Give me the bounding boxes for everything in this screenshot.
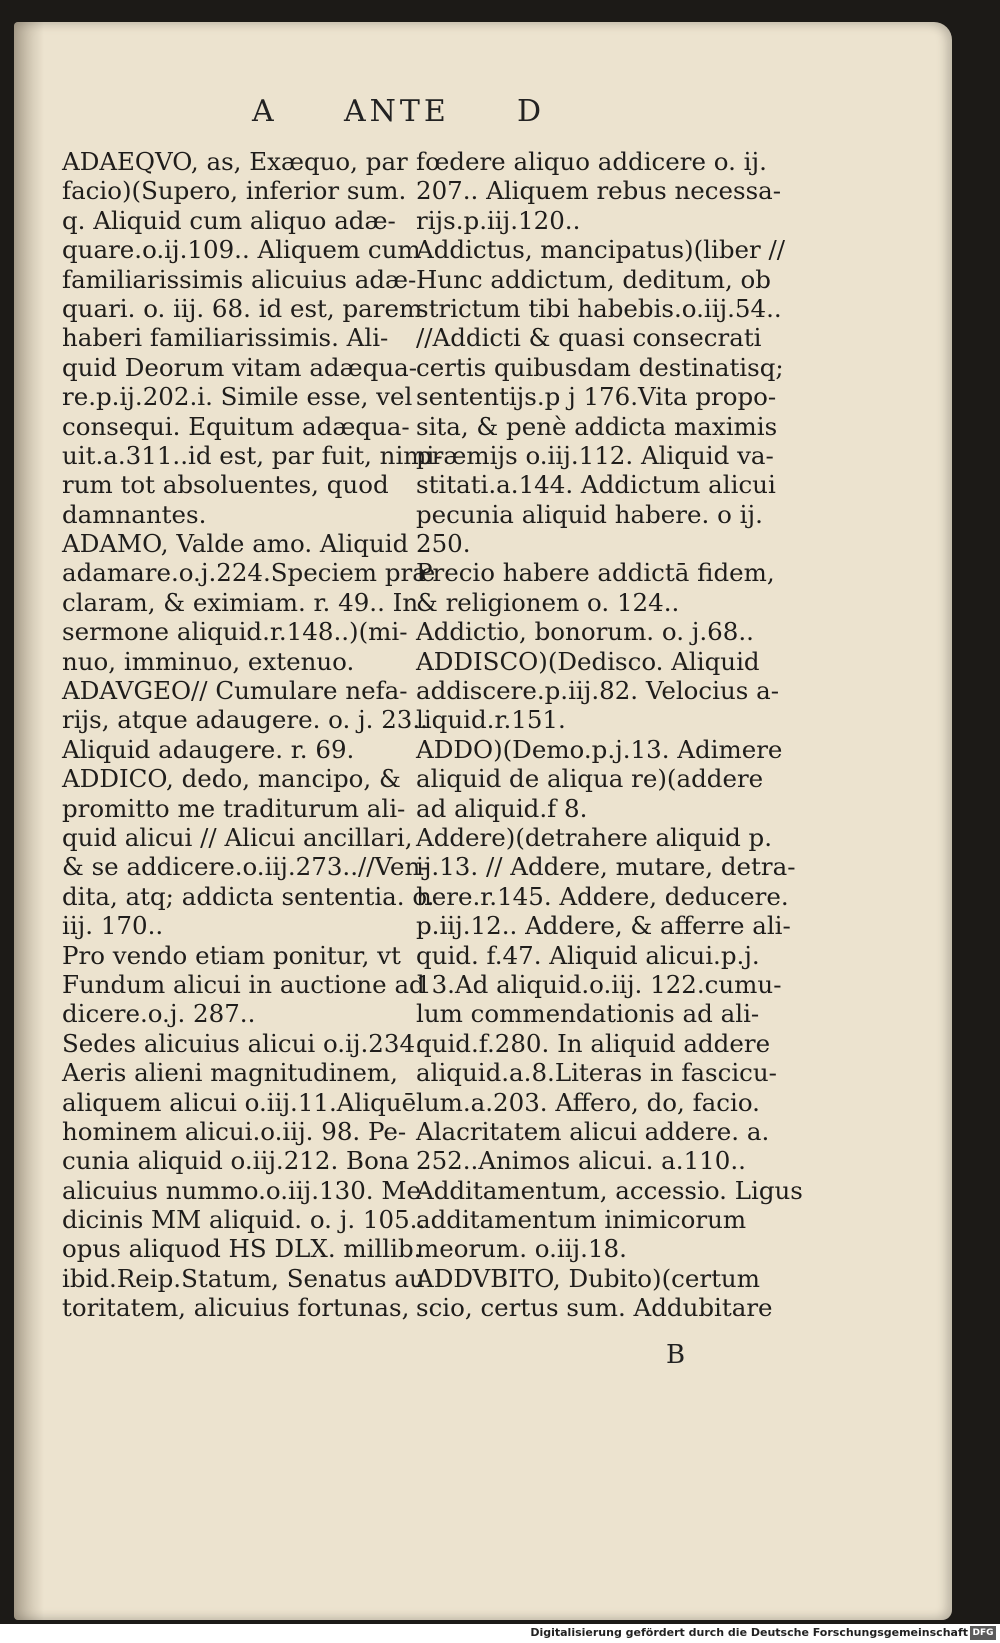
- text-line: toritatem, alicuius fortunas,: [62, 1293, 410, 1323]
- text-line: aliquid de aliqua re)(addere: [416, 764, 764, 794]
- text-line: Aliquid adaugere. r. 69.: [62, 734, 355, 764]
- text-line: 207.. Aliquem rebus necessa-: [416, 176, 782, 206]
- text-line: here.r.145. Addere, deducere.: [416, 881, 789, 911]
- right-text-column: [416, 147, 803, 1323]
- text-line: Additamentum, accessio. Ligus: [416, 1175, 803, 1205]
- text-line: quid.f.280. In aliquid addere: [416, 1028, 771, 1058]
- text-line: rijs, atque adaugere. o. j. 23..: [62, 705, 428, 735]
- text-line: lum commendationis ad ali-: [416, 999, 760, 1029]
- text-line: p.iij.12.. Addere, & afferre ali-: [416, 911, 791, 941]
- text-line: dicinis MM aliquid. o. j. 105..: [62, 1205, 426, 1235]
- text-line: iij. 170..: [62, 911, 164, 941]
- text-line: ad aliquid.f 8.: [416, 793, 588, 823]
- signature-mark: B: [666, 1340, 686, 1370]
- text-line: liquid.r.151.: [416, 705, 566, 735]
- text-line: Precio habere addictā fidem,: [416, 558, 775, 588]
- book-page: [14, 22, 952, 1620]
- text-line: & se addicere.o.iij.273..//Ven-: [62, 852, 429, 882]
- text-line: Sedes alicuius alicui o.ij.234.: [62, 1028, 423, 1058]
- left-text-column: [62, 147, 443, 1323]
- text-line: 250.: [416, 529, 471, 559]
- text-line: ADAEQVO, as, Exæquo, par: [62, 147, 408, 176]
- text-line: nuo, imminuo, extenuo.: [62, 646, 355, 676]
- text-line: opus aliquod HS DLX. millib.: [62, 1234, 422, 1264]
- text-line: Addere)(detrahere aliquid p.: [416, 822, 773, 852]
- text-line: alicuius nummo.o.iij.130. Me: [62, 1175, 421, 1205]
- text-line: q. Aliquid cum aliquo adæ-: [62, 205, 396, 235]
- text-line: 13.Ad aliquid.o.iij. 122.cumu-: [416, 969, 782, 999]
- text-line: Fundum alicui in auctione ad: [62, 969, 425, 999]
- text-line: dita, atq; addicta sententia. o.: [62, 881, 435, 911]
- text-line: strictum tibi habebis.o.iij.54..: [416, 293, 782, 323]
- text-line: meorum. o.iij.18.: [416, 1234, 627, 1264]
- text-line: ibid.Reip.Statum, Senatus au: [62, 1263, 425, 1293]
- text-line: scio, certus sum. Addubitare: [416, 1293, 773, 1323]
- text-line: sermone aliquid.r.148..)(mi-: [62, 617, 408, 647]
- text-line: ADDO)(Demo.p.j.13. Adimere: [416, 734, 783, 764]
- text-line: aliquem alicui o.iij.11.Aliquē: [62, 1087, 417, 1117]
- text-line: fœdere aliquo addicere o. ij.: [416, 147, 767, 176]
- text-line: certis quibusdam destinatisq;: [416, 352, 784, 382]
- text-line: Aeris alieni magnitudinem,: [62, 1058, 398, 1088]
- text-line: hominem alicui.o.iij. 98. Pe-: [62, 1116, 407, 1146]
- text-line: quid. f.47. Aliquid alicui.p.j.: [416, 940, 760, 970]
- text-line: dicere.o.j. 287..: [62, 999, 256, 1029]
- text-line: præmijs o.iij.112. Aliquid va-: [416, 440, 774, 470]
- text-line: //Addicti & quasi consecrati: [416, 323, 762, 353]
- text-line: addiscere.p.iij.82. Velocius a-: [416, 676, 779, 706]
- text-line: Addictus, mancipatus)(liber //: [416, 235, 786, 265]
- text-line: ADAMO, Valde amo. Aliquid: [62, 529, 409, 559]
- text-line: sententijs.p j 176.Vita propo-: [416, 382, 777, 412]
- text-line: Alacritatem alicui addere. a.: [416, 1116, 770, 1146]
- footer-credit: Digitalisierung gefördert durch die Deutsche Forschungsgemeinschaft: [530, 1626, 968, 1639]
- text-line: damnantes.: [62, 499, 207, 529]
- text-line: ADDVBITO, Dubito)(certum: [416, 1263, 760, 1293]
- text-line: lum.a.203. Affero, do, facio.: [416, 1087, 760, 1117]
- text-line: quari. o. iij. 68. id est, parem: [62, 293, 423, 323]
- running-head: [14, 94, 952, 134]
- dfg-logo: DFG: [970, 1626, 996, 1640]
- text-line: aliquid.a.8.Literas in fascicu-: [416, 1058, 777, 1088]
- text-line: haberi familiarissimis. Ali-: [62, 323, 389, 353]
- text-line: quid alicui // Alicui ancillari,: [62, 822, 413, 852]
- text-line: cunia aliquid o.iij.212. Bona: [62, 1146, 410, 1176]
- text-line: rijs.p.iij.120..: [416, 205, 581, 235]
- text-line: familiarissimis alicuius adæ-: [62, 264, 417, 294]
- page-gutter-shadow: [14, 22, 44, 1620]
- text-line: facio)(Supero, inferior sum.: [62, 176, 407, 206]
- running-head-left: A: [252, 94, 278, 129]
- text-line: ADDISCO)(Dedisco. Aliquid: [416, 646, 760, 676]
- running-head-right: D: [517, 94, 546, 129]
- running-head-center: ANTE: [344, 94, 450, 129]
- text-line: stitati.a.144. Addictum alicui: [416, 470, 776, 500]
- text-line: ADAVGEO// Cumulare nefa-: [62, 676, 408, 706]
- text-line: pecunia aliquid habere. o ij.: [416, 499, 763, 529]
- text-line: quare.o.ij.109.. Aliquem cum: [62, 235, 421, 265]
- text-line: re.p.ij.202.i. Simile esse, vel: [62, 382, 413, 412]
- footer-bar: [0, 1624, 1000, 1643]
- text-line: rum tot absoluentes, quod: [62, 470, 389, 500]
- text-line: 252..Animos alicui. a.110..: [416, 1146, 746, 1176]
- text-line: sita, & penè addicta maximis: [416, 411, 778, 441]
- text-line: adamare.o.j.224.Speciem præ: [62, 558, 436, 588]
- text-line: claram, & eximiam. r. 49.. In: [62, 587, 419, 617]
- text-line: promitto me traditurum ali-: [62, 793, 406, 823]
- text-line: Pro vendo etiam ponitur, vt: [62, 940, 401, 970]
- text-line: consequi. Equitum adæqua-: [62, 411, 410, 441]
- text-line: Hunc addictum, deditum, ob: [416, 264, 771, 294]
- text-line: & religionem o. 124..: [416, 587, 680, 617]
- text-line: ADDICO, dedo, mancipo, &: [62, 764, 401, 794]
- text-line: ij.13. // Addere, mutare, detra-: [416, 852, 796, 882]
- text-line: quid Deorum vitam adæqua-: [62, 352, 417, 382]
- text-line: uit.a.311..id est, par fuit, nimi-: [62, 440, 443, 470]
- text-line: Addictio, bonorum. o. j.68..: [416, 617, 754, 647]
- text-line: additamentum inimicorum: [416, 1205, 747, 1235]
